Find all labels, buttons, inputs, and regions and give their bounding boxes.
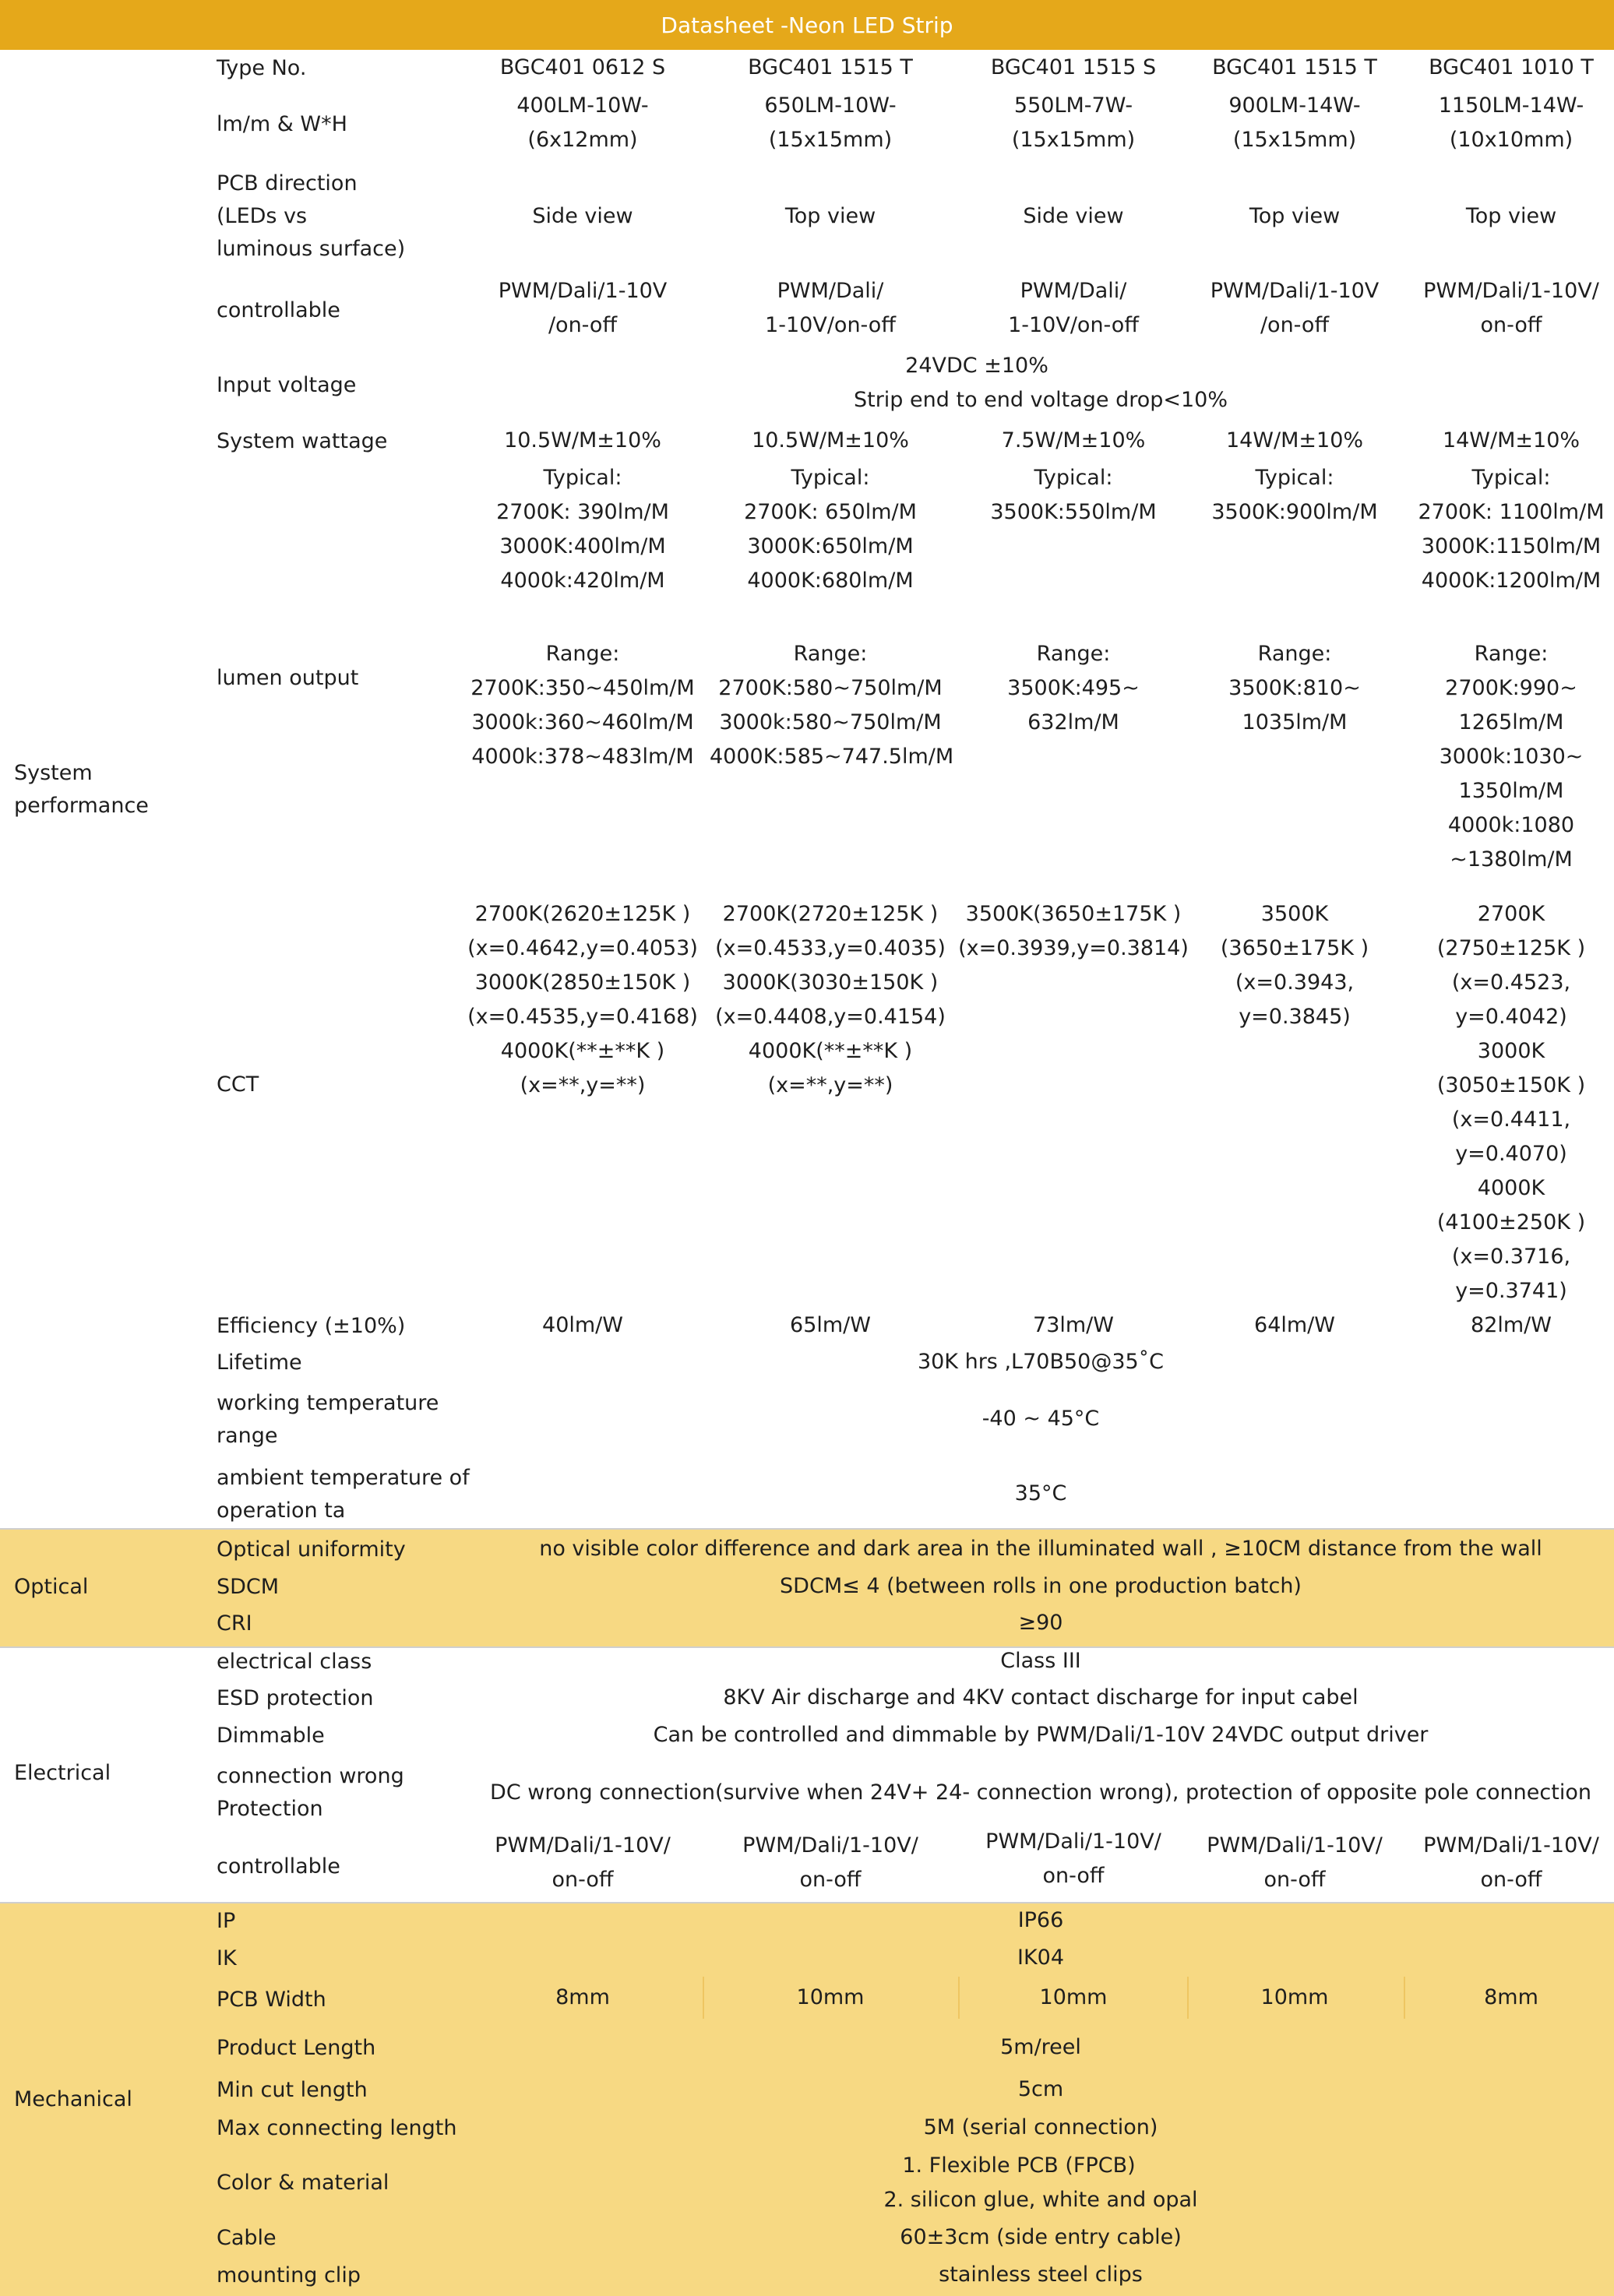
controllable-elec-col1: PWM/Dali/1-10V/ on-off [495, 1833, 671, 1892]
pcb-width-col4: 10mm [1260, 1985, 1329, 2009]
pcb-width-col1: 8mm [555, 1985, 610, 2009]
label-cct: CCT [217, 1072, 259, 1097]
pcb-width-col5: 8mm [1484, 1985, 1538, 2009]
typical-col2: Typical: 2700K: 650lm/M 3000K:650lm/M 4000K:680lm/M [744, 466, 917, 593]
pcb-direction-col5: Top view [1465, 204, 1557, 228]
pcb-width-divider [1187, 1977, 1189, 2019]
typical-col5: Typical: 2700K: 1100lm/M 3000K:1150lm/M 4000K:1200lm/M [1418, 466, 1605, 593]
efficiency-col4: 64lm/W [1254, 1313, 1335, 1337]
controllable-col1: PWM/Dali/1-10V /on-off [498, 279, 668, 337]
label-lumen-output: lumen output [217, 666, 359, 690]
pcb-direction-col2: Top view [784, 204, 876, 228]
label-ik: IK [217, 1946, 237, 1970]
lm-wh-col5: 1150LM-14W- (10x10mm) [1438, 93, 1584, 152]
label-esd-protection: ESD protection [217, 1686, 374, 1710]
typical-col1: Typical: 2700K: 390lm/M 3000K:400lm/M 4000k:420lm/M [496, 466, 669, 593]
label-ip: IP [217, 1909, 236, 1933]
lm-wh-col1: 400LM-10W- (6x12mm) [516, 93, 649, 152]
product-length-value: 5m/reel [1000, 2035, 1081, 2059]
input-voltage-value: 24VDC ±10% Strip end to end voltage drop<10% [853, 354, 1228, 412]
wattage-col2: 10.5W/M±10% [752, 428, 909, 453]
pcb-width-col2: 10mm [796, 1985, 865, 2009]
controllable-col2: PWM/Dali/ 1-10V/on-off [765, 279, 896, 337]
ambient-temp-value: 35°C [1014, 1481, 1067, 1505]
pcb-direction-col3: Side view [1023, 204, 1124, 228]
label-lifetime: Lifetime [217, 1350, 302, 1375]
label-controllable-electrical: controllable [217, 1854, 340, 1879]
max-connecting-length-value: 5M (serial connection) [923, 2115, 1158, 2139]
dimmable-value: Can be controlled and dimmable by PWM/Dali/1-10V 24VDC output driver [653, 1723, 1429, 1747]
controllable-col4: PWM/Dali/1-10V /on-off [1210, 279, 1380, 337]
label-efficiency: Efficiency (±10%) [217, 1314, 406, 1338]
type-no-col2: BGC401 1515 T [748, 55, 913, 79]
efficiency-col5: 82lm/W [1471, 1313, 1552, 1337]
lifetime-value: 30K hrs ,L70B50@35˚C [917, 1350, 1165, 1374]
label-pcb-direction: PCB direction (LEDs vs luminous surface) [217, 171, 406, 261]
type-no-col3: BGC401 1515 S [990, 55, 1157, 79]
pcb-width-divider [703, 1977, 704, 2019]
label-cable: Cable [217, 2226, 277, 2250]
electrical-class-value: Class III [1000, 1649, 1081, 1673]
type-no-col1: BGC401 0612 S [499, 55, 666, 79]
datasheet-title: Datasheet -Neon LED Strip [0, 0, 1614, 50]
working-temp-value: -40 ~ 45°C [981, 1407, 1100, 1431]
controllable-elec-col2: PWM/Dali/1-10V/ on-off [742, 1833, 918, 1892]
pcb-direction-col4: Top view [1249, 204, 1341, 228]
cct-col1: 2700K(2620±125K ) (x=0.4642,y=0.4053) 3000K(2850±150K ) (x=0.4535,y=0.4168) 4000K(**±**K ) (x=**,y=**) [467, 902, 698, 1097]
label-ambient-temp: ambient temperature of operation ta [217, 1466, 470, 1523]
section-optical: Optical [14, 1575, 89, 1599]
lm-wh-col2: 650LM-10W- (15x15mm) [764, 93, 897, 152]
section-electrical: Electrical [14, 1761, 111, 1785]
controllable-elec-col5: PWM/Dali/1-10V/ on-off [1423, 1833, 1599, 1892]
typical-col3: Typical: 3500K:550lm/M [990, 466, 1157, 524]
ik-value: IK04 [1017, 1946, 1065, 1970]
label-min-cut-length: Min cut length [217, 2078, 368, 2102]
label-color-material: Color & material [217, 2171, 389, 2195]
section-separator [0, 1528, 1614, 1530]
mounting-clip-value: stainless steel clips [939, 2263, 1143, 2287]
cct-col3: 3500K(3650±175K ) (x=0.3939,y=0.3814) [958, 902, 1189, 960]
range-col4: Range: 3500K:810~ 1035lm/M [1228, 642, 1361, 734]
color-material-value: 1. Flexible PCB (FPCB) 2. silicon glue, white and opal [883, 2153, 1198, 2212]
controllable-elec-col3: PWM/Dali/1-10V/ on-off [985, 1829, 1161, 1888]
esd-protection-value: 8KV Air discharge and 4KV contact discharge for input cabel [723, 1685, 1359, 1710]
efficiency-col1: 40lm/W [542, 1313, 623, 1337]
controllable-col5: PWM/Dali/1-10V/ on-off [1423, 279, 1599, 337]
range-col5: Range: 2700K:990~ 1265lm/M 3000k:1030~ 1350lm/M 4000k:1080 ~1380lm/M [1439, 642, 1584, 872]
lm-wh-col3: 550LM-7W- (15x15mm) [1011, 93, 1136, 152]
cct-col2: 2700K(2720±125K ) (x=0.4533,y=0.4035) 3000K(3030±150K ) (x=0.4408,y=0.4154) 4000K(**±**K ) (x=**,y=**) [715, 902, 946, 1097]
optical-uniformity-value: no visible color difference and dark area in the illuminated wall , ≥10CM distance from the wall [539, 1537, 1542, 1561]
range-col2: Range: 2700K:580~750lm/M 3000k:580~750lm/M 4000K:585~747.5lm/M [710, 642, 954, 769]
label-product-length: Product Length [217, 2036, 376, 2060]
type-no-col4: BGC401 1515 T [1212, 55, 1377, 79]
label-pcb-width: PCB Width [217, 1988, 326, 2012]
lm-wh-col4: 900LM-14W- (15x15mm) [1228, 93, 1361, 152]
label-lm-wh: lm/m & W*H [217, 112, 347, 136]
pcb-width-col3: 10mm [1039, 1985, 1108, 2009]
label-system-wattage: System wattage [217, 429, 388, 453]
label-cri: CRI [217, 1611, 252, 1636]
cct-col5: 2700K (2750±125K ) (x=0.4523, y=0.4042) 3000K (3050±150K ) (x=0.4411, y=0.4070) 4000K (4100±250K ) (x=0.3716, y=0.3741) [1436, 902, 1586, 1303]
wattage-col3: 7.5W/M±10% [1001, 428, 1146, 453]
wattage-col1: 10.5W/M±10% [504, 428, 661, 453]
label-max-connecting-length: Max connecting length [217, 2116, 457, 2140]
controllable-col3: PWM/Dali/ 1-10V/on-off [1008, 279, 1139, 337]
pcb-direction-col1: Side view [532, 204, 633, 228]
label-mounting-clip: mounting clip [217, 2263, 361, 2287]
label-connection-wrong: connection wrong Protection [217, 1764, 404, 1821]
wattage-col4: 14W/M±10% [1225, 428, 1364, 453]
type-no-col5: BGC401 1010 T [1429, 55, 1594, 79]
label-working-temp: working temperature range [217, 1391, 439, 1448]
range-col3: Range: 3500K:495~ 632lm/M [1007, 642, 1140, 734]
label-electrical-class: electrical class [217, 1650, 372, 1674]
cri-value: ≥90 [1018, 1611, 1063, 1635]
min-cut-length-value: 5cm [1017, 2077, 1064, 2101]
connection-wrong-value: DC wrong connection(survive when 24V+ 24- connection wrong), protection of opposite pole connection [490, 1780, 1591, 1805]
sdcm-value: SDCM≤ 4 (between rolls in one production batch) [780, 1574, 1302, 1598]
section-system-performance: System performance [14, 761, 149, 818]
label-type-no: Type No. [217, 56, 307, 80]
cable-value: 60±3cm (side entry cable) [900, 2225, 1182, 2249]
cct-col4: 3500K (3650±175K ) (x=0.3943, y=0.3845) [1220, 902, 1369, 1029]
ip-value: IP66 [1017, 1908, 1064, 1932]
label-controllable: controllable [217, 298, 340, 322]
label-sdcm: SDCM [217, 1575, 280, 1599]
label-optical-uniformity: Optical uniformity [217, 1537, 406, 1562]
pcb-width-divider [958, 1977, 960, 2019]
section-mechanical: Mechanical [14, 2087, 132, 2111]
pcb-width-divider [1404, 1977, 1405, 2019]
efficiency-col3: 73lm/W [1033, 1313, 1114, 1337]
efficiency-col2: 65lm/W [790, 1313, 871, 1337]
range-col1: Range: 2700K:350~450lm/M 3000k:360~460lm/M 4000k:378~483lm/M [470, 642, 695, 769]
label-input-voltage: Input voltage [217, 373, 357, 397]
typical-col4: Typical: 3500K:900lm/M [1211, 466, 1378, 524]
label-dimmable: Dimmable [217, 1724, 325, 1748]
wattage-col5: 14W/M±10% [1442, 428, 1581, 453]
controllable-elec-col4: PWM/Dali/1-10V/ on-off [1207, 1833, 1383, 1892]
